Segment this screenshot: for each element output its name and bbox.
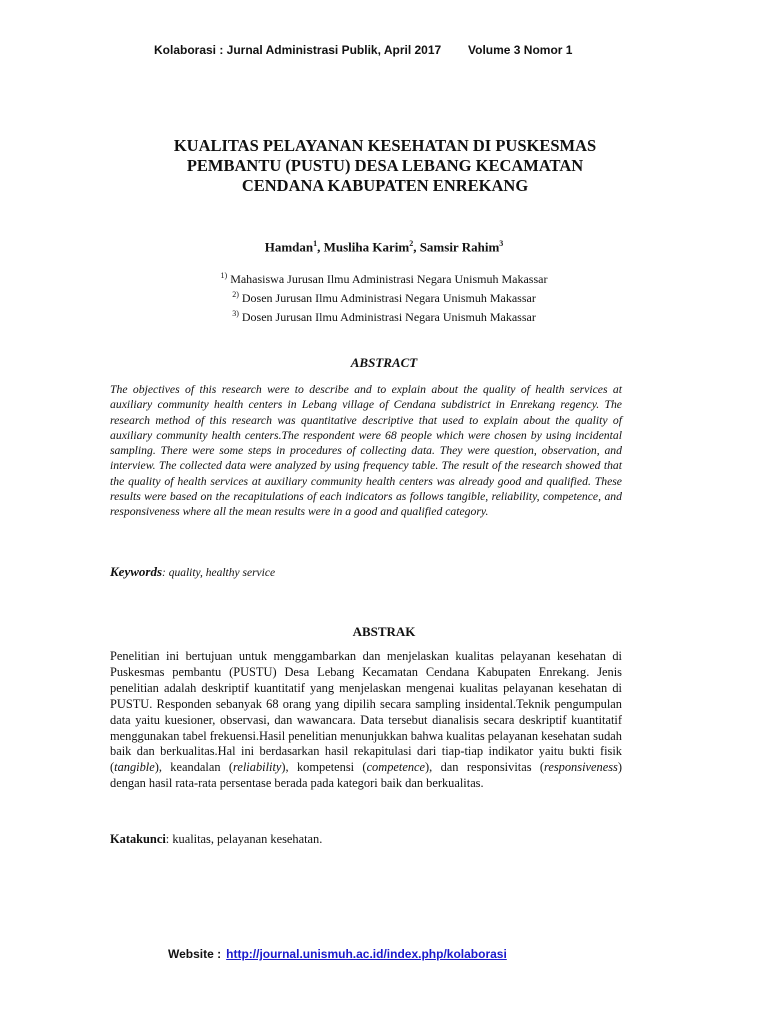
affiliation — [0, 268, 768, 287]
journal-name: Kolaborasi : Jurnal Administrasi Publik, April 2017 — [154, 43, 442, 57]
katakunci-label: Katakunci — [110, 832, 166, 846]
author-list: Hamdan$^1$, Musliha Karim$^2$, Samsir Rahim$^3$ — [264, 239, 504, 255]
affiliation-text: Dosen Jurusan Ilmu Administrasi Negara Unismuh Makassar — [241, 291, 536, 305]
website-label: Website : — [168, 947, 222, 961]
affiliation-mark: 3) — [232, 309, 239, 318]
abstrak-text-part: ) dengan hasil rata-rata persentase berada pada kategori baik dan berkualitas. — [110, 760, 622, 791]
abstrak-heading: ABSTRAK — [352, 624, 416, 639]
author-mark: 2 — [409, 239, 414, 248]
term-reliability: reliability — [233, 760, 282, 775]
abstrak-text-part: ), kompetensi ( — [281, 760, 367, 775]
affiliation-mark: 1) — [220, 271, 228, 280]
affiliation-text: Mahasiswa Jurusan Ilmu Administrasi Negara Unismuh Makassar — [230, 272, 548, 286]
author-name: Musliha Karim — [323, 239, 410, 255]
website-link[interactable]: http://journal.unismuh.ac.id/index.php/kolaborasi — [226, 947, 507, 961]
abstrak-text-part: ), keandalan ( — [154, 760, 233, 775]
abstrak-text — [110, 649, 622, 792]
author-mark: 1 — [313, 239, 318, 248]
affiliation-text: Dosen Jurusan Ilmu Administrasi Negara Unismuh Makassar — [241, 310, 536, 324]
abstract-text: The objectives of this research were to describe and to explain about the quality of health services at auxiliary community health centers in Lebang village of Cendana subdistrict in Enrekang regency. The research method of this research was quantitative descriptive that used to explain about the quality of auxiliary community health centers.The respondent were 68 people which were chosen by using incidental sampling. There were some steps in procedures of collecting data. They were question, observation, and interview. The collected data were analyzed by using frequency table. The result of the research showed that the quality of health services at auxiliary community health centers was already good and qualified. These results were based on the recapitulations of each indicators as follows tangible, reliability, competence, and responsiveness where all the mean results were in a good and qualified category. — [110, 383, 622, 519]
katakunci — [110, 832, 622, 847]
keywords-label: Keywords — [110, 564, 162, 579]
title-line: CENDANA KABUPATEN ENREKANG — [241, 176, 529, 195]
author-name: Hamdan — [264, 239, 314, 255]
author-mark: 3 — [499, 239, 504, 248]
title-line: KUALITAS PELAYANAN KESEHATAN DI PUSKESMAS — [173, 136, 597, 155]
affiliation-list — [0, 268, 768, 325]
keywords — [110, 564, 622, 580]
author-name: Samsir Rahim — [419, 239, 500, 255]
volume-issue: Volume 3 Nomor 1 — [468, 43, 573, 57]
title-line: PEMBANTU (PUSTU) DESA LEBANG KECAMATAN — [186, 156, 584, 175]
page-footer — [168, 947, 507, 961]
abstract-heading: ABSTRACT — [350, 355, 418, 370]
affiliation — [0, 287, 768, 306]
affiliation — [0, 306, 768, 325]
affiliation-mark: 2) — [232, 290, 239, 299]
abstrak-text-part: Penelitian ini bertujuan untuk menggambarkan dan menjelaskan kualitas pelayanan kesehatan di Puskesmas pembantu (PUSTU) Desa Lebang Kecamatan Cendana Kabupaten Enrekang. Jenis penelitian adalah deskriptif kuantitatif yang menjelaskan mengenai kualitas pelayanan kesehatan di PUSTU. Responden sebanyak 68 orang yang dipilih secara sampling insidental.Teknik pengumpulan data yaitu kuesioner, observasi, dan wawancara. Data tersebut dianalisis secara deskriptif kuantitatif menggunakan tabel frekuensi.Hasil penelitian menunjukkan bahwa kualitas pelayanan kesehatan sudah baik dan berkualitas.Hal ini berdasarkan hasil rekapitulasi dari tiap-tiap indikator yaitu bukti fisik ( — [110, 649, 622, 775]
paper-title — [80, 136, 690, 196]
katakunci-value: : kualitas, pelayanan kesehatan. — [165, 832, 323, 846]
term-competence: competence — [366, 760, 426, 775]
term-tangible: tangible — [114, 760, 155, 775]
term-responsiveness: responsiveness — [543, 760, 618, 775]
abstrak-text-part: ), dan responsivitas ( — [425, 760, 544, 775]
keywords-value: : quality, healthy service — [162, 567, 276, 579]
